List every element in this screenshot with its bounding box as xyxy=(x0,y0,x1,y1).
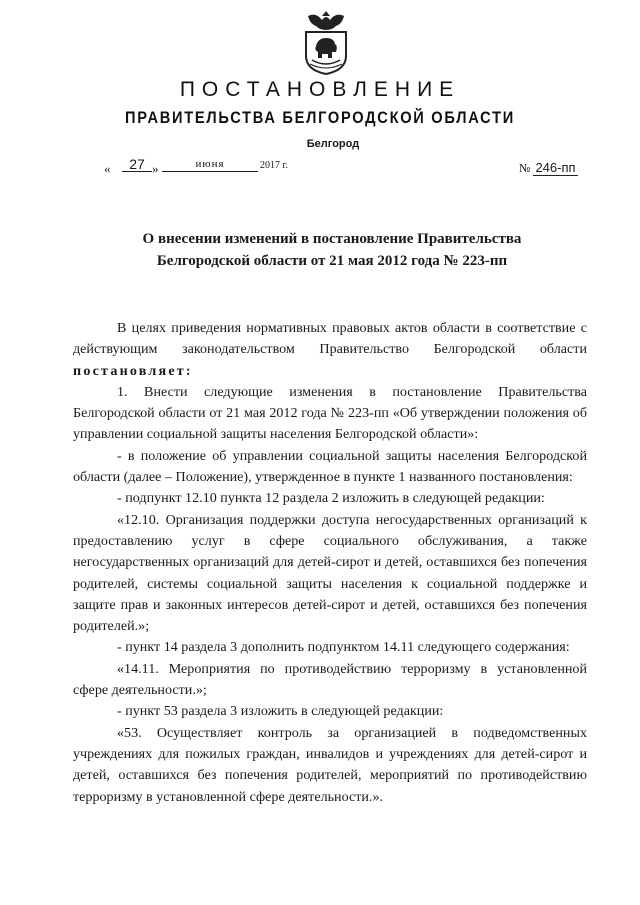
paragraph-regulation-change: - в положение об управлении социальной защиты населения Белгородской области (далее – Положение), утвержденное в пункте 1 названного постановления: xyxy=(73,447,587,486)
paragraph-item-1: 1. Внести следующие изменения в постановление Правительства Белгородской области от 21 мая 2012 года № 223-пп «Об утверждении положения об управлении социальной защиты населения Белгородской области»: xyxy=(73,383,587,443)
date-day: 27 xyxy=(122,157,152,172)
city-name: Белгород xyxy=(306,138,360,150)
document-body xyxy=(73,318,587,808)
paragraph-subitem-14-11: «14.11. Мероприятия по противодействию терроризму в установленной сфере деятельности.»; xyxy=(73,660,587,699)
document-title: ПОСТАНОВЛЕНИЕ xyxy=(179,78,461,101)
paragraph-item-14-intro: - пункт 14 раздела 3 дополнить подпунктом 14.11 следующего содержания: xyxy=(117,639,570,656)
preamble-decree-word: постановляет: xyxy=(73,362,193,379)
document-date xyxy=(104,157,304,177)
heading-line-1: О внесении изменений в постановление Правительства xyxy=(142,231,522,247)
document-number xyxy=(519,160,578,176)
date-open-quote: « xyxy=(104,161,111,176)
preamble-text: В целях приведения нормативных правовых актов области в соответствие с действующим законодательством Правительство Белгородской области xyxy=(73,320,587,358)
document-heading xyxy=(92,228,572,272)
number-prefix: № xyxy=(519,161,531,175)
number-value: 246-пп xyxy=(535,160,576,175)
heading-line-2: Белгородской области от 21 мая 2012 года № 223-пп xyxy=(156,253,508,269)
paragraph-subitem-12-10: «12.10. Организация поддержки доступа негосударственных организаций к предоставлению услуг в сфере социального обслуживания, а также негосударственных организаций для детей-сирот и детей, оставшихся без попечения родителей, системы социальной защиты населения к социальной поддержке и защите прав и законных интересов детей-сирот и детей, оставшихся без попечения родителей.»; xyxy=(73,511,587,635)
date-close-quote: » xyxy=(152,161,159,176)
issuer-name: ПРАВИТЕЛЬСТВА БЕЛГОРОДСКОЙ ОБЛАСТИ xyxy=(125,108,515,127)
paragraph-preamble xyxy=(73,318,587,382)
belgorod-coat-of-arms-icon xyxy=(302,10,350,76)
paragraph-subitem-12-10-intro: - подпункт 12.10 пункта 12 раздела 2 изложить в следующей редакции: xyxy=(117,490,545,507)
date-month: июня xyxy=(162,157,258,172)
date-year: 2017 г. xyxy=(260,160,288,171)
paragraph-item-53-intro: - пункт 53 раздела 3 изложить в следующей редакции: xyxy=(117,703,444,720)
paragraph-item-53: «53. Осуществляет контроль за организацией в подведомственных учреждениях для пожилых граждан, инвалидов и учреждениях для детей-сирот и детей, оставшихся без попечения родителей, мероприятий по противодействию терроризму в установленной сфере деятельности.». xyxy=(73,724,587,805)
